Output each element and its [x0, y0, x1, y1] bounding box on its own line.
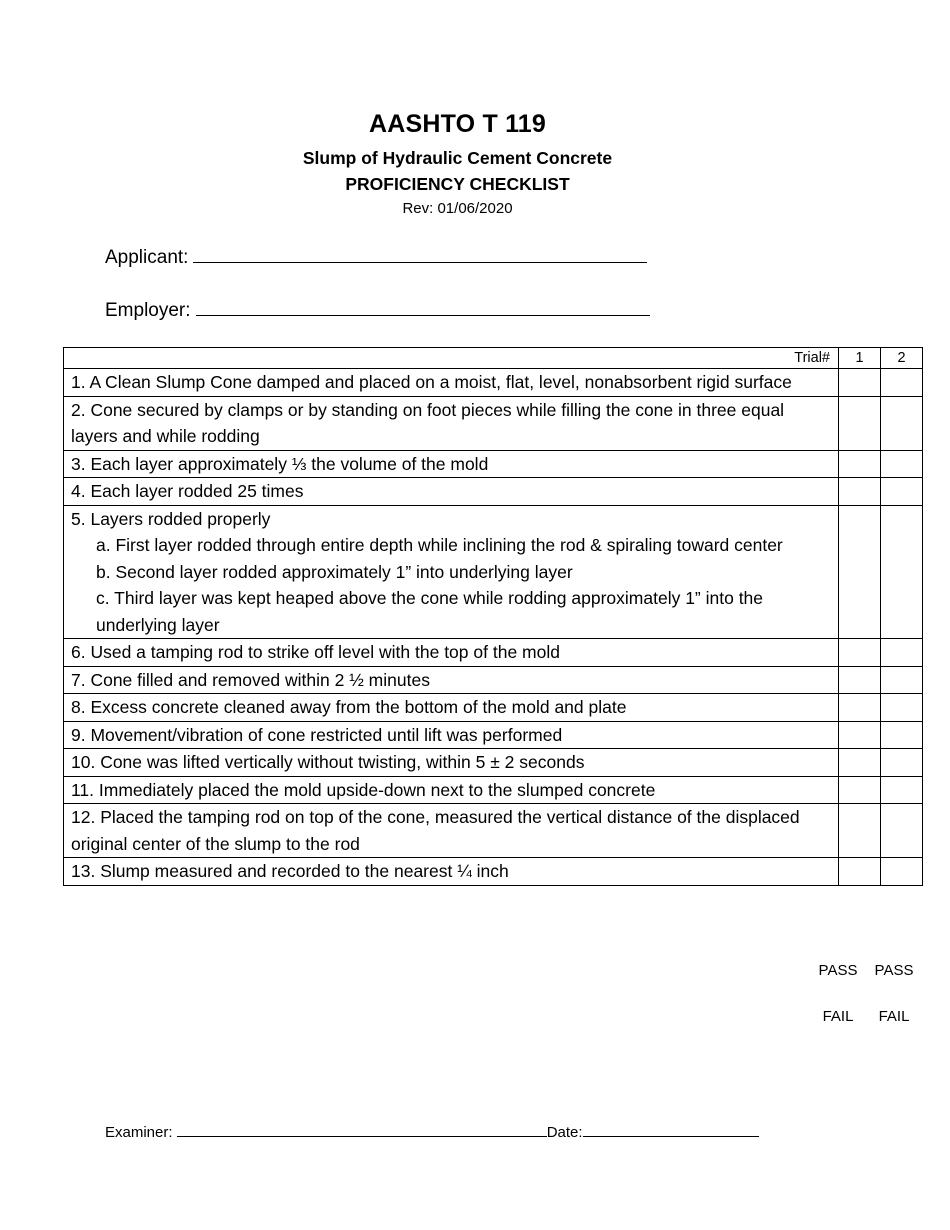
- table-row: [64, 396, 923, 450]
- trial-1-check-cell[interactable]: [839, 804, 881, 858]
- trial-1-check-cell[interactable]: [839, 666, 881, 694]
- checklist-subitem-text: a. First layer rodded through entire depth while inclining the rod & spiraling toward center: [96, 535, 783, 555]
- checklist-item-text: 9. Movement/vibration of cone restricted until lift was performed: [71, 724, 563, 745]
- checklist-item-text: 7. Cone filled and removed within 2 ½ minutes: [71, 669, 430, 690]
- checklist-item: [64, 666, 839, 694]
- checklist-item: [64, 749, 839, 777]
- table-row: [64, 639, 923, 667]
- checklist-item-text: 4. Each layer rodded 25 times: [71, 481, 304, 501]
- checklist-item: [64, 639, 839, 667]
- trial-1-check-cell[interactable]: [839, 505, 881, 639]
- examiner-blank-line[interactable]: [177, 1122, 547, 1137]
- checklist-item: [64, 721, 839, 749]
- trial-2-check-cell[interactable]: [881, 639, 923, 667]
- checklist-item: [64, 450, 839, 478]
- employer-field: [105, 299, 650, 322]
- proficiency-checklist-table: [63, 347, 923, 886]
- trial-2-check-cell[interactable]: [881, 505, 923, 639]
- checklist-item-text: 13. Slump measured and recorded to the nearest ¼ inch: [71, 861, 509, 881]
- applicant-blank-line[interactable]: [193, 246, 647, 263]
- trial-1-check-cell[interactable]: [839, 694, 881, 722]
- trial-2-check-cell[interactable]: [881, 776, 923, 804]
- trial-1-check-cell[interactable]: [839, 396, 881, 450]
- trial-2-check-cell[interactable]: [881, 478, 923, 506]
- trial-2-check-cell[interactable]: [881, 804, 923, 858]
- table-row: [64, 776, 923, 804]
- trial-1-check-cell[interactable]: [839, 776, 881, 804]
- checklist-item-text: 3. Each layer approximately ⅓ the volume of the mold: [71, 453, 489, 474]
- applicant-field: [105, 246, 647, 269]
- checklist-item: [64, 369, 839, 397]
- table-row: [64, 369, 923, 397]
- checklist-item: [64, 804, 839, 858]
- revision-date: Rev: 01/06/2020: [402, 200, 513, 217]
- table-row: [64, 804, 923, 858]
- trial-2-check-cell[interactable]: [881, 749, 923, 777]
- checklist-item-text: 1. A Clean Slump Cone damped and placed on a moist, flat, level, nonabsorbent rigid surface: [71, 372, 792, 392]
- checklist-item-text: 5. Layers rodded properly: [71, 508, 271, 529]
- checklist-item: [64, 776, 839, 804]
- trial-2-check-cell[interactable]: [881, 450, 923, 478]
- trial-1-check-cell[interactable]: [839, 450, 881, 478]
- table-header-row: [64, 348, 923, 369]
- table-row: [64, 478, 923, 506]
- checklist-item-text: 8. Excess concrete cleaned away from the bottom of the mold and plate: [71, 697, 627, 717]
- trial-1-check-cell[interactable]: [839, 749, 881, 777]
- trial-header: Trial#: [64, 348, 839, 369]
- table-row: [64, 450, 923, 478]
- table-row: [64, 721, 923, 749]
- checklist-heading: PROFICIENCY CHECKLIST: [345, 174, 570, 194]
- table-row: [64, 858, 923, 886]
- trial-1-header: 1: [839, 348, 881, 369]
- trial-1-check-cell[interactable]: [839, 858, 881, 886]
- employer-label: Employer:: [105, 300, 191, 321]
- trial-2-pass[interactable]: PASS: [874, 962, 914, 979]
- checklist-item-text: 2. Cone secured by clamps or by standing on foot pieces while filling the cone in three equal layers and while rodding: [71, 399, 785, 446]
- trial-2-fail[interactable]: FAIL: [878, 1008, 910, 1025]
- document-title: AASHTO T 119: [369, 110, 546, 138]
- checklist-item: [64, 858, 839, 886]
- table-row: [64, 666, 923, 694]
- trial-1-pass[interactable]: PASS: [818, 962, 858, 979]
- trial-2-check-cell[interactable]: [881, 858, 923, 886]
- applicant-label: Applicant:: [105, 247, 189, 268]
- table-row: [64, 505, 923, 639]
- date-label: Date:: [546, 1124, 583, 1141]
- checklist-item-text: 12. Placed the tamping rod on top of the cone, measured the vertical distance of the displaced original center of the slump to the rod: [71, 807, 800, 854]
- checklist-item: [64, 396, 839, 450]
- examiner-signature-row: [105, 1122, 759, 1141]
- checklist-item: [64, 478, 839, 506]
- checklist-item: [64, 505, 839, 639]
- document-subtitle: Slump of Hydraulic Cement Concrete: [302, 148, 613, 168]
- checklist-item: [64, 694, 839, 722]
- trial-1-check-cell[interactable]: [839, 639, 881, 667]
- checklist-item-text: 11. Immediately placed the mold upside-down next to the slumped concrete: [71, 779, 656, 800]
- examiner-label: Examiner:: [105, 1124, 173, 1141]
- trial-1-fail[interactable]: FAIL: [822, 1008, 854, 1025]
- trial-1-check-cell[interactable]: [839, 369, 881, 397]
- trial-1-check-cell[interactable]: [839, 478, 881, 506]
- checklist-subitem-text: b. Second layer rodded approximately 1” into underlying layer: [96, 561, 573, 582]
- trial-2-check-cell[interactable]: [881, 369, 923, 397]
- trial-2-check-cell[interactable]: [881, 396, 923, 450]
- table-row: [64, 749, 923, 777]
- trial-1-check-cell[interactable]: [839, 721, 881, 749]
- trial-2-header: 2: [881, 348, 923, 369]
- table-row: [64, 694, 923, 722]
- checklist-item-text: 6. Used a tamping rod to strike off level with the top of the mold: [71, 642, 560, 662]
- trial-2-check-cell[interactable]: [881, 666, 923, 694]
- trial-2-check-cell[interactable]: [881, 694, 923, 722]
- date-blank-line[interactable]: [583, 1122, 759, 1137]
- trial-2-check-cell[interactable]: [881, 721, 923, 749]
- employer-blank-line[interactable]: [196, 299, 650, 316]
- checklist-item-text: 10. Cone was lifted vertically without twisting, within 5 ± 2 seconds: [71, 752, 585, 772]
- checklist-subitem-text: c. Third layer was kept heaped above the cone while rodding approximately 1” into the underlying layer: [96, 588, 764, 635]
